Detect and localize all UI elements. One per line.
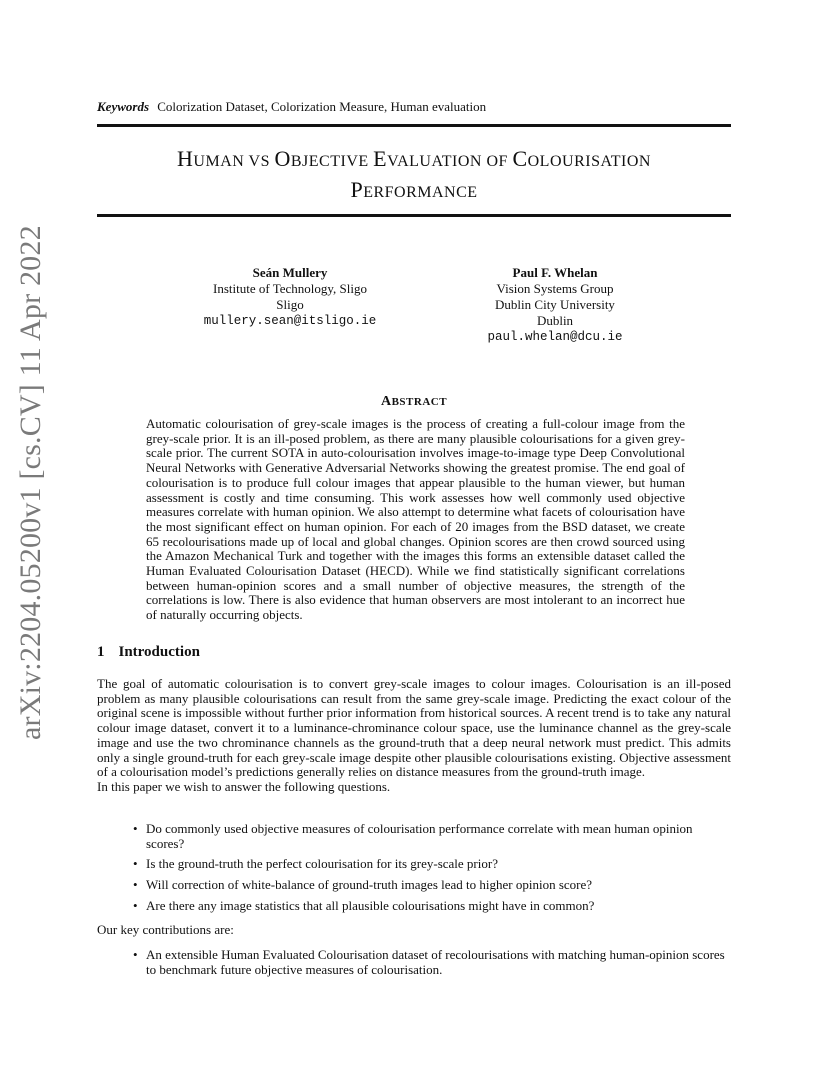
arxiv-identifier: arXiv:2204.05200v1 [cs.CV] 11 Apr 2022	[14, 225, 47, 740]
keywords-text: Colorization Dataset, Colorization Measure, Human evaluation	[157, 99, 487, 114]
list-item: • Do commonly used objective measures of colourisation performance correlate with mean human opinion scores?	[133, 821, 693, 851]
questions-intro: In this paper we wish to answer the following questions.	[97, 778, 391, 794]
section-number: 1	[97, 644, 105, 660]
author-block-mullery	[160, 265, 420, 329]
title-line-1: HUMAN VS OBJECTIVE EVALUATION OF COLOURISATION	[177, 146, 651, 171]
abstract-text: Automatic colourisation of grey-scale images is the process of creating a full-colour image from the grey-scale prior. It is an ill-posed problem, as there are many plausible colourisations for a given grey-scale prior. The current SOTA in auto-colourisation involves image-to-image type Deep Convolutional Neural Networks with Generative Adversarial Networks showing the greatest promise. The end goal of colourisation is to produce full colour images that appear plausible to the human viewer, but human assessment is costly and time consuming. This work assesses how well commonly used objective measures correlate with human opinion. We also attempt to determine what facets of colourisation have the most significant effect on human opinion. For each of 20 images from the BSD dataset, we create 65 recolourisations made up of local and global changes. Opinion scores are then crowd sourced using the Amazon Mechanical Turk and together with the images this forms an extensible dataset called the Human Evaluated Colourisation Dataset (HECD). While we find statistically significant correlations between human-opinion scores and a small number of objective measures, the strength of the correlations is low. There is also evidence that human observers are most intolerant to an incorrect hue of naturally occurring objects.	[146, 416, 685, 623]
author-affiliation: Dublin City University	[495, 297, 615, 312]
list-item: • An extensible Human Evaluated Colourisation dataset of recolourisations with matching human-opinion scores to benchmark future objective measures of colourisation.	[133, 947, 725, 977]
keywords-line	[97, 99, 486, 115]
list-item: • Are there any image statistics that all plausible colourisations might have in common?	[133, 897, 595, 913]
author-name: Paul F. Whelan	[512, 265, 598, 280]
contributions-list	[97, 948, 731, 983]
author-affiliation: Dublin	[536, 313, 574, 328]
author-name: Seán Mullery	[252, 265, 328, 280]
abstract-heading: ABSTRACT	[380, 394, 448, 409]
author-affiliation: Vision Systems Group	[496, 281, 614, 296]
questions-list	[97, 822, 731, 920]
keywords-label: Keywords	[97, 99, 149, 114]
title-top-rule	[97, 124, 731, 127]
introduction-body	[97, 677, 731, 795]
intro-paragraph: The goal of automatic colourisation is to convert grey-scale images to colour images. Colourisation is an ill-posed problem as many plausible colourisations can result from the same grey-scale image. Predicting the exact colour of the original scene is impossible without further prior information from historical sources. A recent trend is to take any natural colour image dataset, convert it to a luminance-chrominance colour space, use the luminance channel as the grey-scale image and use the two chrominance channels as the ground-truth that a deep neural network must predict. This admits only a single ground-truth for each grey-scale image despite other plausible colourisations existing. Objective assessment of a colourisation model’s predictions generally relies on distance measures from the ground-truth image.	[97, 676, 731, 780]
list-item: • Is the ground-truth the perfect colourisation for its grey-scale prior?	[133, 856, 498, 872]
contributions-intro: Our key contributions are:	[97, 922, 234, 937]
author-affiliation: Sligo	[276, 297, 304, 312]
section-title: Introduction	[118, 644, 200, 660]
section-heading-introduction	[97, 644, 200, 661]
title-bottom-rule	[97, 214, 731, 217]
author-block-whelan	[425, 265, 685, 345]
author-email[interactable]: paul.whelan@dcu.ie	[487, 330, 623, 344]
list-item: • Will correction of white-balance of ground-truth images lead to higher opinion score?	[133, 877, 593, 893]
author-email[interactable]: mullery.sean@itsligo.ie	[203, 314, 377, 328]
title-line-2: PERFORMANCE	[350, 177, 478, 202]
author-affiliation: Institute of Technology, Sligo	[213, 281, 367, 296]
paper-title	[97, 145, 731, 207]
